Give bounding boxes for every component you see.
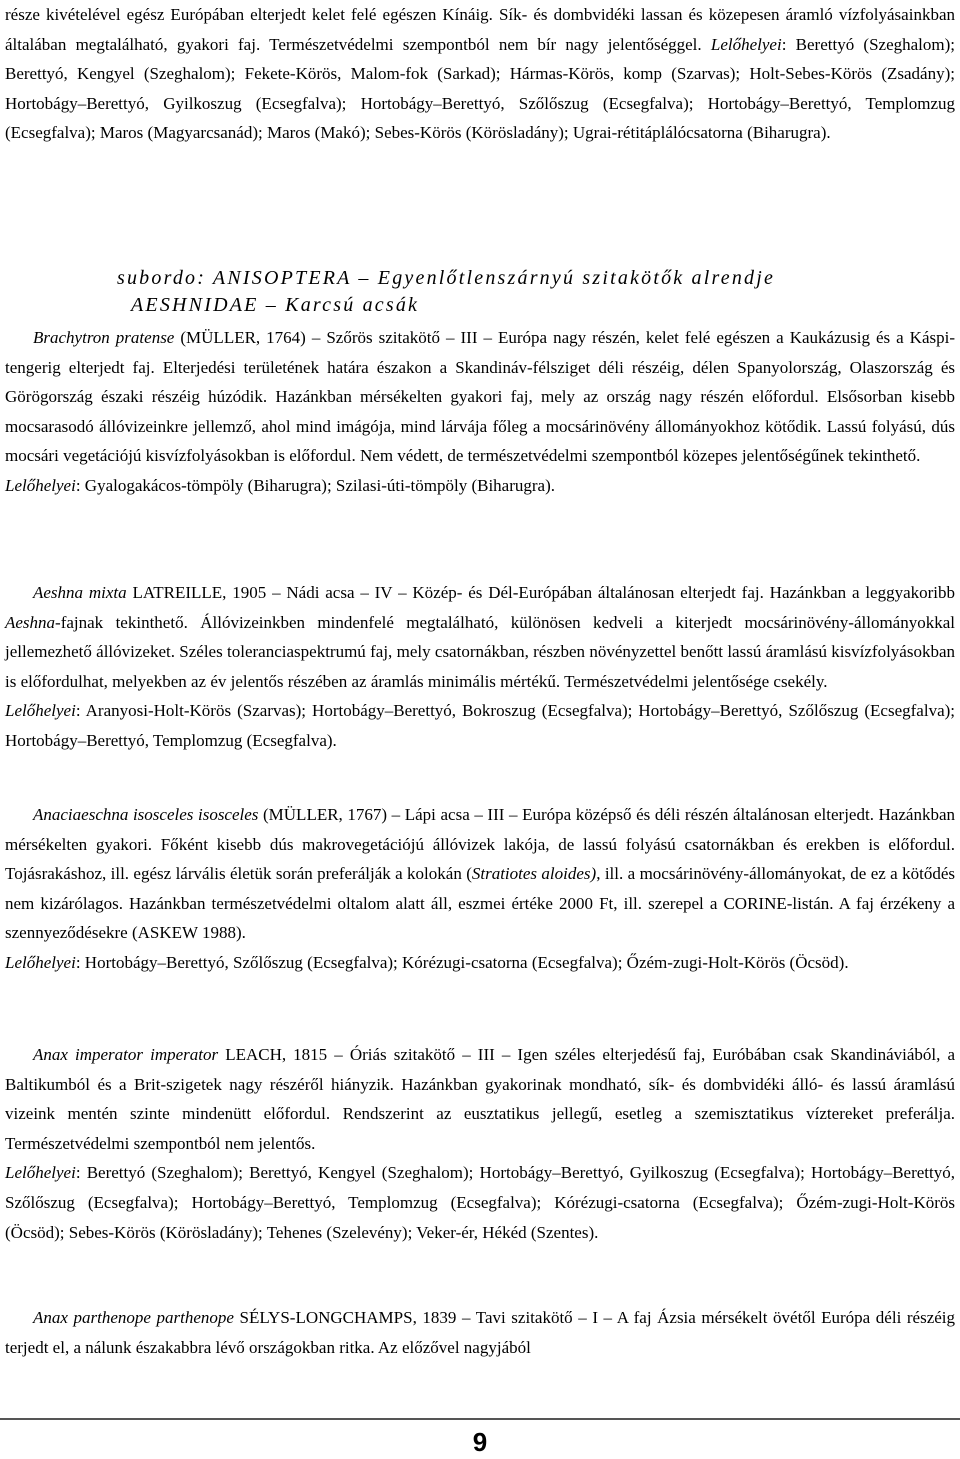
species-name: Aeshna mixta (33, 583, 127, 602)
species-localities (5, 471, 955, 501)
localities-text: : Gyalogakácos-tömpöly (Biharugra); Szilasi-úti-tömpöly (Biharugra). (75, 475, 555, 495)
species-description (5, 800, 955, 948)
species-text-cont: , ill. a mocsárinövény-állományokat, de ez a kötődés nem kizárólagos. Hazánkban természetvédelmi oltalom alatt áll, eszmei értéke 2000 Ft, ill. szerepel a CORINE-listán. A faj érzékeny a szennyeződésekre (ASKEW 1988). (5, 864, 955, 943)
species-entry (5, 1303, 955, 1362)
species-author: (MÜLLER, 1767) (263, 805, 388, 824)
species-name: Anaciaeschna isosceles isosceles (33, 805, 259, 824)
species-author: LEACH, 1815 (225, 1045, 328, 1064)
species-entry (5, 578, 955, 756)
localities-text: : Aranyosi-Holt-Körös (Szarvas); Hortobágy–Berettyó, Bokroszug (Ecsegfalva); Hortobágy–Berettyó, Szőlőszug (Ecsegfalva); Hortobágy–Berettyó, Templomzug (Ecsegfalva). (5, 701, 955, 750)
species-name: Anax parthenope parthenope (33, 1308, 234, 1327)
footer-divider (0, 1418, 960, 1420)
localities-label: Lelőhelyei (5, 701, 76, 721)
species-text: – Lápi acsa – III – Európa középső és déli részén általánosan elterjedt. Hazánkban mérsékelten gyakori. Főként kisebb dús makrovegetációjú állóvizek lakója, de lassú folyású csatornákban és erekben is előfordul. Tojásrakáshoz, ill. egész lárvális életük során preferálják a kolokán ( (5, 805, 955, 884)
genus-name: Aeshna (5, 612, 56, 632)
localities-label: Lelőhelyei (710, 34, 782, 54)
localities-label: Lelőhelyei (5, 475, 76, 495)
intro-paragraph (5, 0, 955, 148)
species-text: – Szőrös szitakötő – III – Európa nagy részén, kelet felé egészen a Kaukázusig és a Káspi-tengerig elterjedt faj. Elterjedési területének határa északon a Skandináv-félsziget déli részéig, délen Spanyolország, Olaszország és Görögország északi részéig húzódik. Hazánkban mérsékelten gyakori faj, mely az ország nagy részén előfordul. Elsősorban kisebb mocsarasodó állóvizeinkre jellemző, ahol mind imágója, mind lárvája főleg a mocsárinövény állományokhoz kötődik. Lassú folyású, dús mocsári vegetációjú kisvízfolyásokban is előfordul. Nem védett, de természetvédelmi szempontból közepes jelentőségűnek tekinthető. (5, 328, 955, 466)
species-entry (5, 323, 955, 501)
localities-text: : Berettyó (Szeghalom); Berettyó, Kengyel (Szeghalom); Fekete-Körös, Malom-fok (Sarkad); Hármas-Körös, komp (Szarvas); Holt-Sebes-Körös (Zsadány); Hortobágy–Berettyó, Gyilkoszug (Ecsegfalva); Hortobágy–Berettyó, Szőlőszug (Ecsegfalva); Hortobágy–Berettyó, Templomzug (Ecsegfalva); Maros (Magyarcsanád); Maros (Makó); Sebes-Körös (Körösladány); Ugrai-rétitáplálócsatorna (Biharugra). (5, 34, 956, 143)
intro-section (5, 0, 955, 148)
species-entry (5, 800, 955, 978)
species-text-cont: -fajnak tekinthető. Állóvizeinkben mindenfelé megtalálható, különösen kedveli a kiterjedt mocsárinövény-állományokkal jellemezhető állóvizeket. Széles toleranciaspektrumú faj, mely csatornákban, részben növényzettel benőtt lassú áramlású kisvízfolyásokban is előfordulhat, melyekben az év jelentős részében az áramlás minimális mértékű. Természetvédelmi jelentősége csekély. (5, 612, 955, 691)
page-number: 9 (472, 1427, 488, 1457)
species-author: (MÜLLER, 1764) (180, 328, 306, 347)
species-name: Anax imperator imperator (33, 1045, 219, 1064)
subordo-heading: subordo: ANISOPTERA – Egyenlőtlenszárnyú szitakötők alrendje (117, 267, 776, 289)
species-localities (5, 948, 955, 978)
species-entry (5, 1040, 955, 1247)
species-localities (5, 696, 955, 755)
species-author: LATREILLE, 1905 (132, 583, 267, 602)
plant-name: Stratiotes aloides) (471, 864, 597, 884)
species-name: Brachytron pratense (33, 328, 175, 347)
family-heading: AESHNIDAE – Karcsú acsák (131, 294, 420, 316)
species-description (5, 1303, 955, 1362)
species-author: SÉLYS-LONGCHAMPS, 1839 (239, 1308, 457, 1327)
species-description (5, 578, 955, 696)
localities-label: Lelőhelyei (5, 1163, 76, 1183)
intro-text: része kivételével egész Európában elterjedt kelet felé egészen Kínáig. Sík- és dombvidéki lassan és közepesen áramló vízfolyásainkban általában megtalálható, gyakori faj. Természetvédelmi szempontból nem bír nagy jelentőséggel. (5, 5, 955, 54)
species-text: – Tavi szitakötő – I – A faj Ázsia mérsékelt övétől Európa déli részéig terjedt el, a nálunk északabbra lévő országokban ritka. Az előzővel nagyjából (5, 1308, 956, 1357)
localities-text: : Hortobágy–Berettyó, Szőlőszug (Ecsegfalva); Kórézugi-csatorna (Ecsegfalva); Őzém-zugi-Holt-Körös (Öcsöd). (75, 952, 849, 972)
species-description (5, 1040, 955, 1158)
species-text: – Óriás szitakötő – III – Igen széles elterjedésű faj, Euróbában csak Skandináviából, a Baltikumból és a Brit-szigetek nagy részéről hiányzik. Hazánkban gyakorinak mondható, sík- és dombvidéki álló- és lassú áramlású vizeink mentén szinte mindenütt előfordul. Rendszerint az eusztatikus jellegű, esetleg a szemisztatikus víztereket preferálja. Természetvédelmi szempontból nem jelentős. (5, 1045, 956, 1153)
localities-label: Lelőhelyei (5, 952, 76, 972)
species-localities (5, 1158, 955, 1247)
species-description (5, 323, 955, 471)
species-text: – Nádi acsa – IV – Közép- és Dél-Európában általánosan elterjedt faj. Hazánkban a leggyakoribb (266, 583, 956, 602)
localities-text: : Berettyó (Szeghalom); Berettyó, Kengyel (Szeghalom); Hortobágy–Berettyó, Gyilkoszug (Ecsegfalva); Hortobágy–Berettyó, Szőlőszug (Ecsegfalva); Hortobágy–Berettyó, Templomzug (Ecsegfalva); Kórézugi-csatorna (Ecsegfalva); Őzém-zugi-Holt-Körös (Öcsöd); Sebes-Körös (Körösladány); Tehenes (Szelevény); Veker-ér, Hékéd (Szentes). (5, 1163, 955, 1242)
